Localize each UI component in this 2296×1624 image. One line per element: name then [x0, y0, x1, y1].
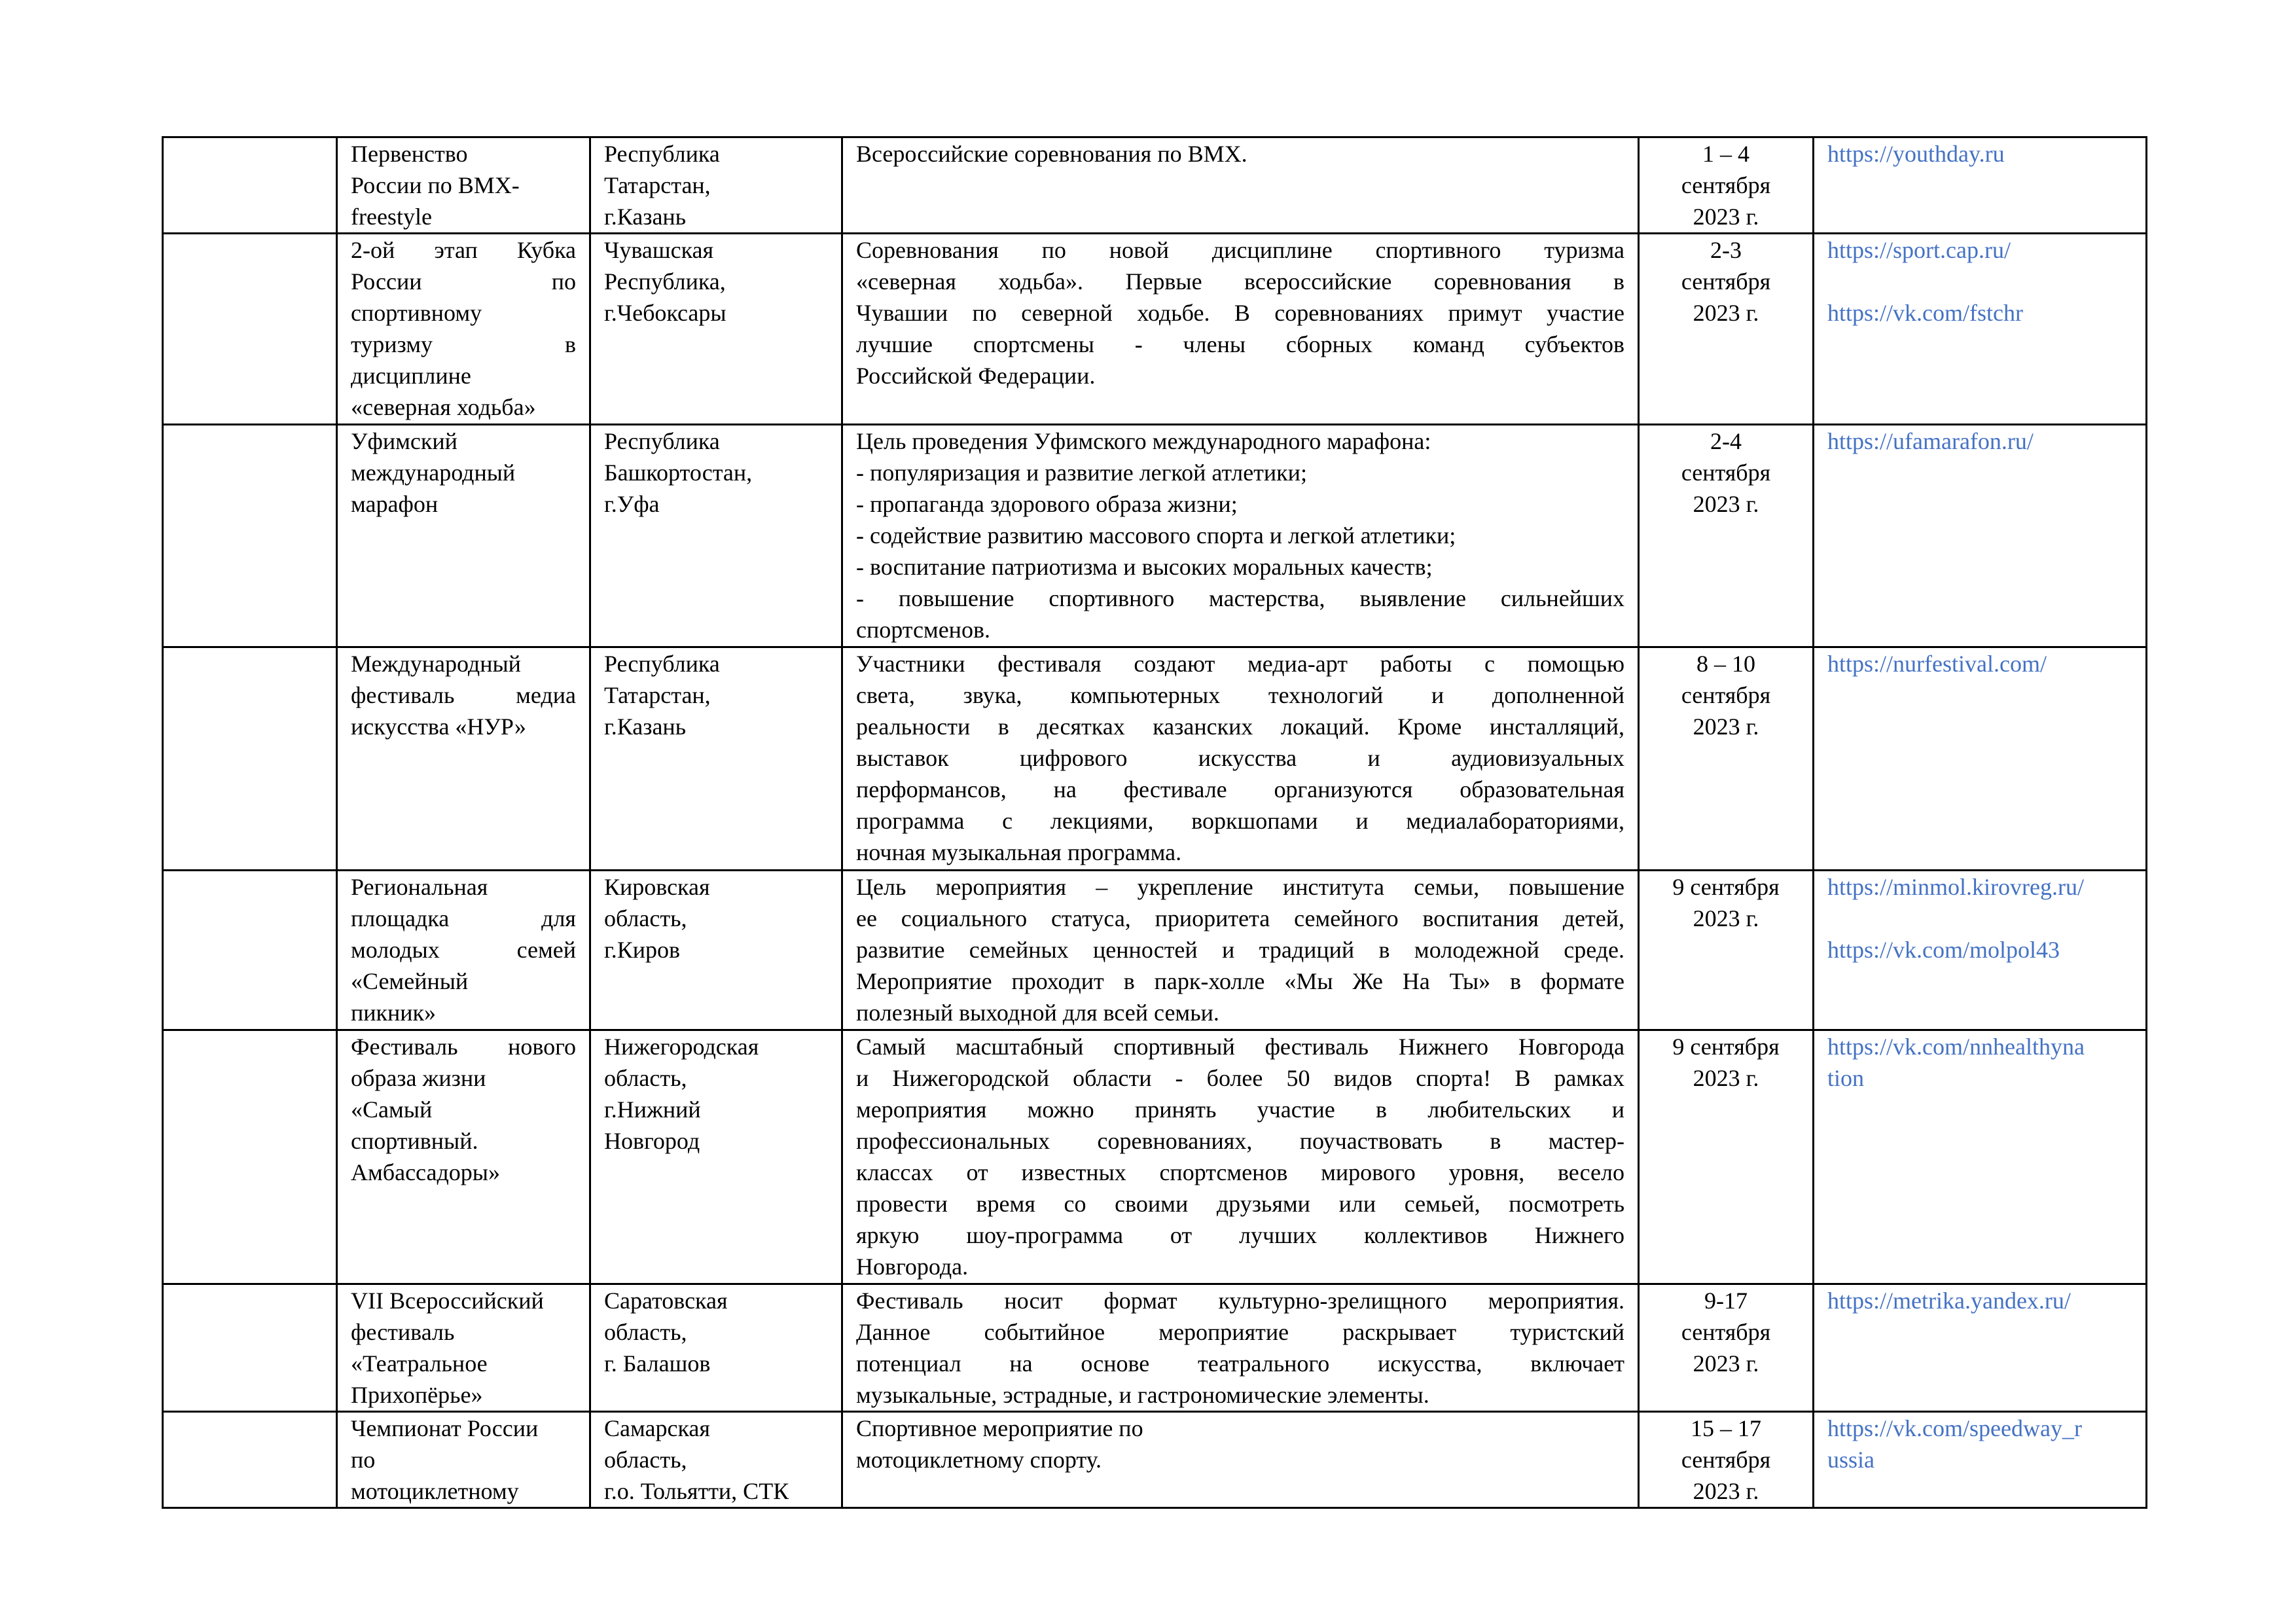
event-description-line: Участники фестиваля создают медиа-арт работы с помощью — [856, 651, 1624, 677]
event-description-line: Новгорода. — [856, 1254, 969, 1280]
row-number-cell — [163, 137, 337, 234]
event-region-cell — [590, 137, 842, 234]
event-name-cell — [337, 137, 590, 234]
event-region-cell — [590, 234, 842, 425]
event-name-line: freestyle — [351, 204, 432, 230]
row-number-cell — [163, 425, 337, 647]
event-link[interactable]: https://ufamarafon.ru/ — [1827, 428, 2034, 454]
event-description-line: развитие семейных ценностей и традиций в молодежной среде. — [856, 937, 1624, 963]
event-name-line: мотоциклетному — [351, 1478, 519, 1504]
event-name-cell — [337, 1284, 590, 1412]
row-number-cell — [163, 1030, 337, 1284]
event-region-line: г.Казань — [604, 204, 687, 230]
event-date-line: сентября — [1681, 1319, 1771, 1345]
event-region-line: г.Уфа — [604, 491, 660, 517]
event-date-line: 2023 г. — [1693, 713, 1759, 740]
event-description-line: - содействие развитию массового спорта и легкой атлетики; — [856, 522, 1456, 549]
event-description-cell — [842, 234, 1639, 425]
table-row — [163, 425, 2147, 647]
table-row — [163, 137, 2147, 234]
event-link[interactable]: https://vk.com/speedway_r — [1827, 1415, 2082, 1441]
event-link-cell — [1814, 1284, 2147, 1412]
event-name-line: «Семейный — [351, 968, 469, 994]
event-name-line: «Театральное — [351, 1350, 488, 1377]
table-row — [163, 1412, 2147, 1508]
event-description-line: спортсменов. — [856, 617, 990, 643]
table-row — [163, 647, 2147, 871]
event-region-line: г.Нижний — [604, 1096, 701, 1123]
event-description-cell — [842, 1284, 1639, 1412]
table-row — [163, 871, 2147, 1030]
event-date-line: 2-3 — [1710, 237, 1742, 263]
event-name-line: спортивному — [351, 300, 482, 326]
event-name-line: дисциплине — [351, 363, 471, 389]
event-region-line: Башкортостан, — [604, 460, 753, 486]
event-description-line: классах от известных спортсменов мирового уровня, весело — [856, 1159, 1624, 1185]
event-link[interactable]: https://metrika.yandex.ru/ — [1827, 1288, 2071, 1314]
table-row — [163, 1284, 2147, 1412]
event-date-cell — [1639, 137, 1814, 234]
event-name-line: Первенство — [351, 141, 468, 167]
event-date-line: 2023 г. — [1693, 491, 1759, 517]
event-date-cell — [1639, 871, 1814, 1030]
event-description-line: Российской Федерации. — [856, 363, 1096, 389]
event-region-line: г. Балашов — [604, 1350, 711, 1377]
row-number-cell — [163, 871, 337, 1030]
event-region-line: г.Казань — [604, 713, 687, 740]
event-link[interactable]: tion — [1827, 1065, 1865, 1091]
event-date-line: 1 – 4 — [1702, 141, 1749, 167]
event-name-line: Уфимский — [351, 428, 457, 454]
event-region-line: Нижегородская — [604, 1034, 759, 1060]
event-description-line: - воспитание патриотизма и высоких моральных качеств; — [856, 554, 1433, 580]
event-name-line: VII Всероссийский — [351, 1288, 544, 1314]
event-region-line: область, — [604, 905, 687, 931]
event-region-line: Самарская — [604, 1415, 710, 1441]
event-name-line: фестиваль — [351, 1319, 455, 1345]
event-date-line: 2023 г. — [1693, 905, 1759, 931]
event-description-cell — [842, 1030, 1639, 1284]
event-region-cell — [590, 1412, 842, 1508]
event-name-cell — [337, 871, 590, 1030]
event-region-line: Республика — [604, 428, 720, 454]
event-description-line: - повышение спортивного мастерства, выявление сильнейших — [856, 585, 1624, 611]
event-name-line: молодых семей — [351, 937, 576, 963]
event-description-line: полезный выходной для всей семьи. — [856, 1000, 1219, 1026]
event-region-line: Чувашская — [604, 237, 714, 263]
event-region-line: Кировская — [604, 874, 710, 900]
event-link[interactable]: ussia — [1827, 1447, 1874, 1473]
events-table-body — [163, 137, 2147, 1508]
event-description-line: Самый масштабный спортивный фестиваль Нижнего Новгорода — [856, 1034, 1624, 1060]
event-region-cell — [590, 1284, 842, 1412]
event-name-line: площадка для — [351, 905, 576, 931]
event-link-cell — [1814, 871, 2147, 1030]
event-description-line: ночная музыкальная программа. — [856, 839, 1182, 865]
event-date-line: 9 сентября — [1672, 1034, 1780, 1060]
event-name-line: Амбассадоры» — [351, 1159, 500, 1185]
event-region-line: Республика — [604, 141, 720, 167]
event-name-line: фестиваль медиа — [351, 682, 576, 708]
event-region-line: Саратовская — [604, 1288, 728, 1314]
event-name-line: «Самый — [351, 1096, 433, 1123]
event-region-cell — [590, 1030, 842, 1284]
event-description-line: перформансов, на фестивале организуются образовательная — [856, 776, 1624, 803]
event-date-line: 15 – 17 — [1691, 1415, 1761, 1441]
event-name-line: по — [351, 1447, 376, 1473]
event-description-line: Данное событийное мероприятие раскрывает туристский — [856, 1319, 1624, 1345]
event-region-line: Татарстан, — [604, 682, 711, 708]
event-name-line: Фестиваль нового — [351, 1034, 576, 1060]
event-date-cell — [1639, 234, 1814, 425]
event-name-line: Региональная — [351, 874, 488, 900]
event-date-cell — [1639, 647, 1814, 871]
event-description-line: - пропаганда здорового образа жизни; — [856, 491, 1238, 517]
event-date-line: 9-17 — [1704, 1288, 1748, 1314]
event-description-line: Цель проведения Уфимского международного марафона: — [856, 428, 1431, 454]
event-name-line: России по BMX- — [351, 172, 520, 198]
table-row — [163, 234, 2147, 425]
event-description-line: Всероссийские соревнования по BMX. — [856, 141, 1247, 167]
event-name-cell — [337, 425, 590, 647]
event-date-line: 2023 г. — [1693, 1065, 1759, 1091]
event-link[interactable]: https://vk.com/nnhealthyna — [1827, 1034, 2085, 1060]
event-region-line: г.Чебоксары — [604, 300, 726, 326]
event-description-cell — [842, 871, 1639, 1030]
event-name-cell — [337, 647, 590, 871]
event-name-line: искусства «НУР» — [351, 713, 526, 740]
event-region-line: Новгород — [604, 1128, 700, 1154]
event-date-cell — [1639, 425, 1814, 647]
document-page — [162, 136, 2132, 1509]
event-link-cell — [1814, 1030, 2147, 1284]
event-date-line: сентября — [1681, 172, 1771, 198]
row-number-cell — [163, 1284, 337, 1412]
row-number-cell — [163, 234, 337, 425]
event-name-line: международный — [351, 460, 516, 486]
event-link[interactable]: https://minmol.kirovreg.ru/ — [1827, 874, 2084, 900]
event-description-line: Соревнования по новой дисциплине спортивного туризма — [856, 237, 1624, 263]
event-name-line: образа жизни — [351, 1065, 486, 1091]
event-date-line: 2023 г. — [1693, 1350, 1759, 1377]
event-name-line: спортивный. — [351, 1128, 478, 1154]
event-date-line: 2-4 — [1710, 428, 1742, 454]
events-table — [162, 136, 2147, 1509]
event-region-line: область, — [604, 1447, 687, 1473]
link-spacer — [1827, 266, 2132, 297]
event-name-cell — [337, 1412, 590, 1508]
event-region-cell — [590, 425, 842, 647]
event-description-line: музыкальные, эстрадные, и гастрономические элементы. — [856, 1382, 1429, 1408]
event-region-line: область, — [604, 1319, 687, 1345]
event-date-line: сентября — [1681, 460, 1771, 486]
event-description-line: Чувашии по северной ходьбе. В соревнованиях примут участие — [856, 300, 1624, 326]
event-date-cell — [1639, 1284, 1814, 1412]
event-region-line: Республика, — [604, 268, 726, 295]
event-description-line: света, звука, компьютерных технологий и дополненной — [856, 682, 1624, 708]
event-name-line: 2-ой этап Кубка — [351, 237, 576, 263]
event-description-line: мероприятия можно принять участие в любительских и — [856, 1096, 1624, 1123]
event-name-cell — [337, 1030, 590, 1284]
event-date-line: сентября — [1681, 1447, 1771, 1473]
event-description-cell — [842, 137, 1639, 234]
event-description-line: программа с лекциями, воркшопами и медиалабораториями, — [856, 808, 1624, 834]
event-date-line: 8 – 10 — [1696, 651, 1755, 677]
event-name-line: Международный — [351, 651, 521, 677]
event-link-cell — [1814, 137, 2147, 234]
event-link-cell — [1814, 647, 2147, 871]
event-link[interactable]: https://vk.com/fstchr — [1827, 300, 2023, 326]
event-description-line: «северная ходьба». Первые всероссийские соревнования в — [856, 268, 1624, 295]
event-name-line: России по — [351, 268, 576, 295]
event-description-line: ее социального статуса, приоритета семейного воспитания детей, — [856, 905, 1624, 931]
event-description-line: выставок цифрового искусства и аудиовизуальных — [856, 745, 1624, 771]
event-description-line: лучшие спортсмены - члены сборных команд субъектов — [856, 331, 1624, 357]
event-description-line: яркую шоу-программа от лучших коллективов Нижнего — [856, 1222, 1624, 1248]
event-date-cell — [1639, 1030, 1814, 1284]
event-region-line: область, — [604, 1065, 687, 1091]
event-name-line: Прихопёрье» — [351, 1382, 483, 1408]
event-link[interactable]: https://sport.cap.ru/ — [1827, 237, 2011, 263]
event-name-line: «северная ходьба» — [351, 394, 536, 420]
link-spacer — [1827, 903, 2132, 934]
event-description-cell — [842, 1412, 1639, 1508]
event-description-line: и Нижегородской области - более 50 видов спорта! В рамках — [856, 1065, 1624, 1091]
event-description-line: - популяризация и развитие легкой атлетики; — [856, 460, 1307, 486]
event-region-cell — [590, 871, 842, 1030]
event-description-line: провести время со своими друзьями или семьей, посмотреть — [856, 1191, 1624, 1217]
event-region-line: г.Киров — [604, 937, 680, 963]
event-description-line: мотоциклетному спорту. — [856, 1447, 1102, 1473]
row-number-cell — [163, 647, 337, 871]
row-number-cell — [163, 1412, 337, 1508]
event-date-line: 2023 г. — [1693, 1478, 1759, 1504]
table-row — [163, 1030, 2147, 1284]
event-region-line: Татарстан, — [604, 172, 711, 198]
event-description-line: реальности в десятках казанских локаций. Кроме инсталляций, — [856, 713, 1624, 740]
event-description-line: потенциал на основе театрального искусства, включает — [856, 1350, 1624, 1377]
event-region-line: Республика — [604, 651, 720, 677]
event-link[interactable]: https://nurfestival.com/ — [1827, 651, 2047, 677]
event-region-line: г.о. Тольятти, СТК — [604, 1478, 789, 1504]
event-description-line: Фестиваль носит формат культурно-зрелищного мероприятия. — [856, 1288, 1624, 1314]
event-date-line: сентября — [1681, 682, 1771, 708]
event-name-line: марафон — [351, 491, 439, 517]
event-name-line: пикник» — [351, 1000, 437, 1026]
event-date-line: сентября — [1681, 268, 1771, 295]
event-date-line: 9 сентября — [1672, 874, 1780, 900]
event-date-line: 2023 г. — [1693, 204, 1759, 230]
event-date-cell — [1639, 1412, 1814, 1508]
event-description-line: Цель мероприятия – укрепление института семьи, повышение — [856, 874, 1624, 900]
event-link[interactable]: https://vk.com/molpol43 — [1827, 937, 2060, 963]
event-description-line: профессиональных соревнованиях, поучаствовать в мастер- — [856, 1128, 1624, 1154]
event-link-cell — [1814, 1412, 2147, 1508]
event-region-cell — [590, 647, 842, 871]
event-link-cell — [1814, 425, 2147, 647]
event-description-line: Мероприятие проходит в парк-холле «Мы Же На Ты» в формате — [856, 968, 1624, 994]
event-link[interactable]: https://youthday.ru — [1827, 141, 2005, 167]
event-name-cell — [337, 234, 590, 425]
event-description-line: Спортивное мероприятие по — [856, 1415, 1143, 1441]
event-name-line: туризму в — [351, 331, 576, 357]
event-description-cell — [842, 425, 1639, 647]
event-name-line: Чемпионат России — [351, 1415, 539, 1441]
event-description-cell — [842, 647, 1639, 871]
event-link-cell — [1814, 234, 2147, 425]
event-date-line: 2023 г. — [1693, 300, 1759, 326]
